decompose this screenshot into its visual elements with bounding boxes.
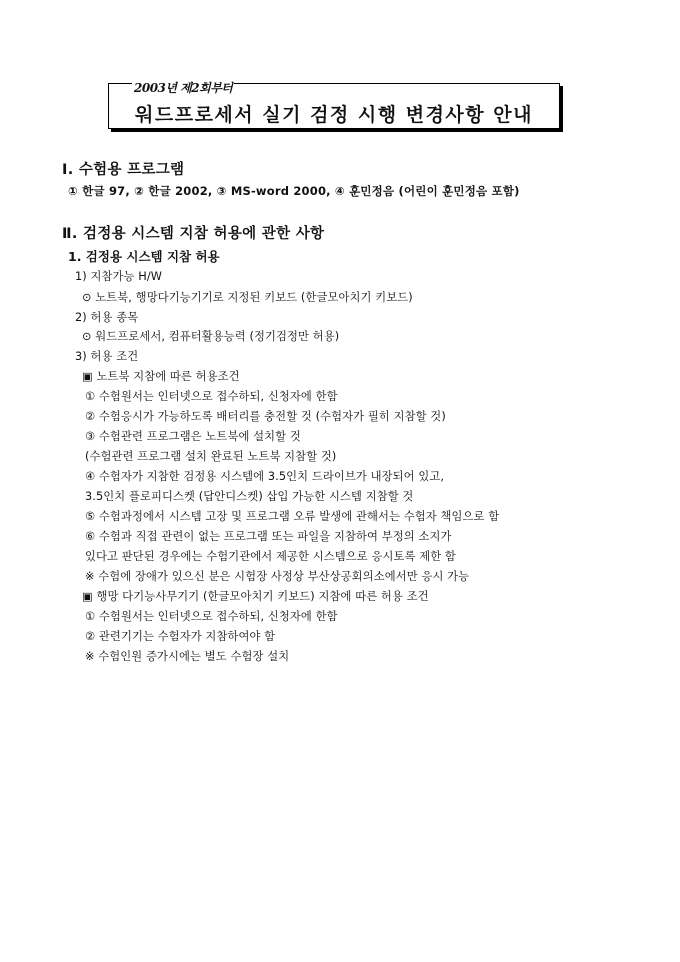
title-box	[108, 83, 560, 129]
condition-note: ※ 수험에 장애가 있으신 분은 시험장 사정상 부산상공회의소에서만 응시 가능	[85, 570, 470, 583]
condition-line: ③ 수험관련 프로그램은 노트북에 설치할 것	[85, 430, 301, 443]
hw-detail: ⊙ 노트북, 행망다기능기기로 지정된 키보드 (한글모아치기 키보드)	[82, 291, 413, 304]
condition-line: ④ 수험자가 지참한 검정용 시스템에 3.5인치 드라이브가 내장되어 있고,	[85, 470, 445, 483]
condition-line: (수험관련 프로그램 설치 완료된 노트북 지참할 것)	[85, 450, 337, 463]
condition-line: 3.5인치 플로피디스켓 (답안디스켓) 삽입 가능한 시스템 지참할 것	[85, 490, 414, 503]
condition-line: ② 관련기기는 수험자가 지참하여야 함	[85, 630, 276, 643]
notebook-conditions-heading: ▣ 노트북 지참에 따른 허용조건	[82, 370, 240, 383]
title-subtitle: 2003년 제2회부터	[134, 81, 233, 95]
condition-line: ⑤ 수험과정에서 시스템 고장 및 프로그램 오류 발생에 관해서는 수험자 책임으로 함	[85, 510, 500, 523]
condition-line: ② 수험응시가 가능하도록 배터리를 충전할 것 (수험자가 필히 지참할 것)	[85, 410, 446, 423]
condition-line: ① 수험원서는 인터넷으로 접수하되, 신청자에 한함	[85, 610, 338, 623]
keyboard-conditions-heading: ▣ 행망 다기능사무기기 (한글모아치기 키보드) 지참에 따른 허용 조건	[82, 590, 429, 603]
condition-line: ① 수험원서는 인터넷으로 접수하되, 신청자에 한함	[85, 390, 338, 403]
condition-line: 있다고 판단된 경우에는 수험기관에서 제공한 시스템으로 응시토록 제한 함	[85, 550, 456, 563]
item-heading-conditions: 3) 허용 조건	[75, 350, 139, 363]
document-title: 워드프로세서 실기 검정 시행 변경사항 안내	[135, 104, 533, 126]
item-heading-category: 2) 허용 종목	[75, 311, 139, 324]
section2-heading: Ⅱ. 검정용 시스템 지참 허용에 관한 사항	[62, 226, 325, 242]
condition-line: ⑥ 수험과 직접 관련이 없는 프로그램 또는 파일을 지참하여 부정의 소지가	[85, 530, 452, 543]
subsection-heading: 1. 검정용 시스템 지참 허용	[68, 249, 220, 264]
category-detail: ⊙ 워드프로세서, 컴퓨터활용능력 (정기검정만 허용)	[82, 330, 340, 343]
section1-heading: Ⅰ. 수험용 프로그램	[62, 162, 185, 178]
program-list: ① 한글 97, ② 한글 2002, ③ MS-word 2000, ④ 훈민정음 (어린이 훈민정음 포함)	[68, 184, 520, 198]
condition-note: ※ 수험인원 증가시에는 별도 수험장 설치	[85, 650, 290, 663]
item-heading-hw: 1) 지참가능 H/W	[75, 270, 162, 283]
